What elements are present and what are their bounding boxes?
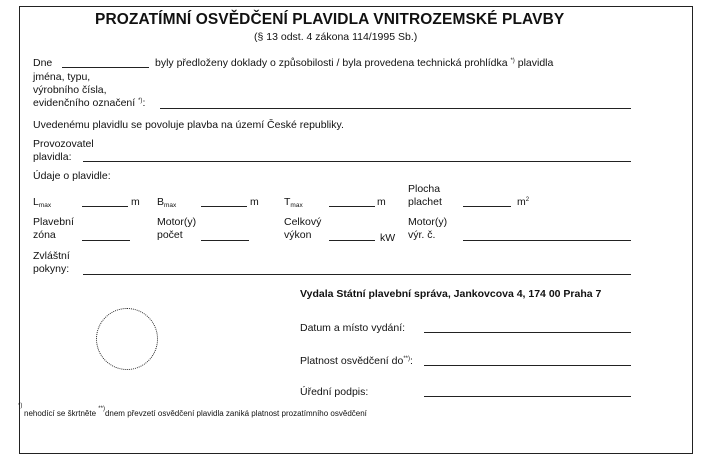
- issue-date-field[interactable]: [424, 332, 631, 333]
- tmax-label: $T_{max}$: [284, 196, 303, 209]
- lmax-unit: m: [131, 196, 140, 208]
- operator-label-1: Provozovatel: [33, 138, 94, 150]
- power-label-1: Celkový: [284, 216, 322, 228]
- signature-label: Úřední podpis:: [300, 386, 369, 398]
- motor-serial-label-2: výr. č.: [408, 229, 436, 241]
- footnotes: [18, 403, 367, 418]
- footnote-mark-2: **): [98, 406, 105, 412]
- tmax-unit: m: [377, 196, 386, 208]
- signature-field[interactable]: [424, 396, 631, 397]
- bmax-field[interactable]: [201, 206, 247, 207]
- motors-label-2: počet: [157, 229, 183, 241]
- validity-field[interactable]: [424, 365, 631, 366]
- tmax-field[interactable]: [329, 206, 375, 207]
- motor-serial-field[interactable]: [463, 240, 631, 241]
- sail-area-field[interactable]: [463, 206, 511, 207]
- motors-field[interactable]: [201, 240, 249, 241]
- special-label-1: Zvláštní: [33, 250, 70, 262]
- zone-label-1: Plavební: [33, 216, 74, 228]
- power-field[interactable]: [329, 240, 375, 241]
- zone-field[interactable]: [82, 240, 130, 241]
- lmax-field[interactable]: [82, 206, 128, 207]
- special-field[interactable]: [83, 274, 631, 275]
- bmax-unit: m: [250, 196, 259, 208]
- power-label-2: výkon: [284, 229, 312, 241]
- vessel-id-field[interactable]: [160, 108, 631, 109]
- stamp-placeholder: [96, 308, 158, 370]
- details-heading: Údaje o plavidle:: [33, 170, 111, 182]
- issuer-text: Vydala Státní plavební správa, Jankovcova 4, 174 00 Praha 7: [300, 288, 602, 300]
- permission-text: Uvedenému plavidlu se povoluje plavba na území České republiky.: [33, 119, 344, 131]
- vessel-id-label-1: jména, typu,: [33, 71, 91, 83]
- power-unit: kW: [380, 232, 396, 244]
- date-field[interactable]: [62, 67, 149, 68]
- form-subtitle: (§ 13 odst. 4 zákona 114/1995 Sb.): [254, 31, 418, 43]
- sail-area-label-2: plachet: [408, 196, 442, 208]
- sail-area-label-1: Plocha: [408, 183, 441, 195]
- lmax-label: $L_{max}$: [33, 196, 52, 209]
- bmax-label: $B_{max}$: [157, 196, 177, 209]
- date-label: Dne: [33, 57, 53, 69]
- special-label-2: pokyny:: [33, 263, 70, 275]
- operator-field[interactable]: [83, 161, 631, 162]
- zone-label-2: zóna: [33, 229, 56, 241]
- motors-label-1: Motor(y): [157, 216, 197, 228]
- footnote-mark-1: *): [18, 403, 24, 409]
- motor-serial-label-1: Motor(y): [408, 216, 448, 228]
- validity-label: Platnost osvědčení do**):: [300, 355, 413, 367]
- footnote-text-1: nehodící se škrtněte: [24, 409, 97, 418]
- sail-area-unit: $m^2$: [517, 196, 530, 208]
- footnote-text-2: dnem převzetí osvědčení plavidla zaniká platnost prozatímního osvědčení: [104, 409, 367, 418]
- vessel-id-label-3: evidenčního označení *):: [33, 97, 146, 109]
- operator-label-2: plavidla:: [33, 151, 72, 163]
- vessel-id-label-2: výrobního čísla,: [33, 84, 107, 96]
- form-title: PROZATÍMNÍ OSVĚDČENÍ PLAVIDLA VNITROZEMSKÉ PLAVBY: [95, 11, 565, 28]
- issue-date-label: Datum a místo vydání:: [300, 322, 406, 334]
- intro-text: byly předloženy doklady o způsobilosti / byla provedena technická prohlídka *) plavidla: [155, 57, 554, 69]
